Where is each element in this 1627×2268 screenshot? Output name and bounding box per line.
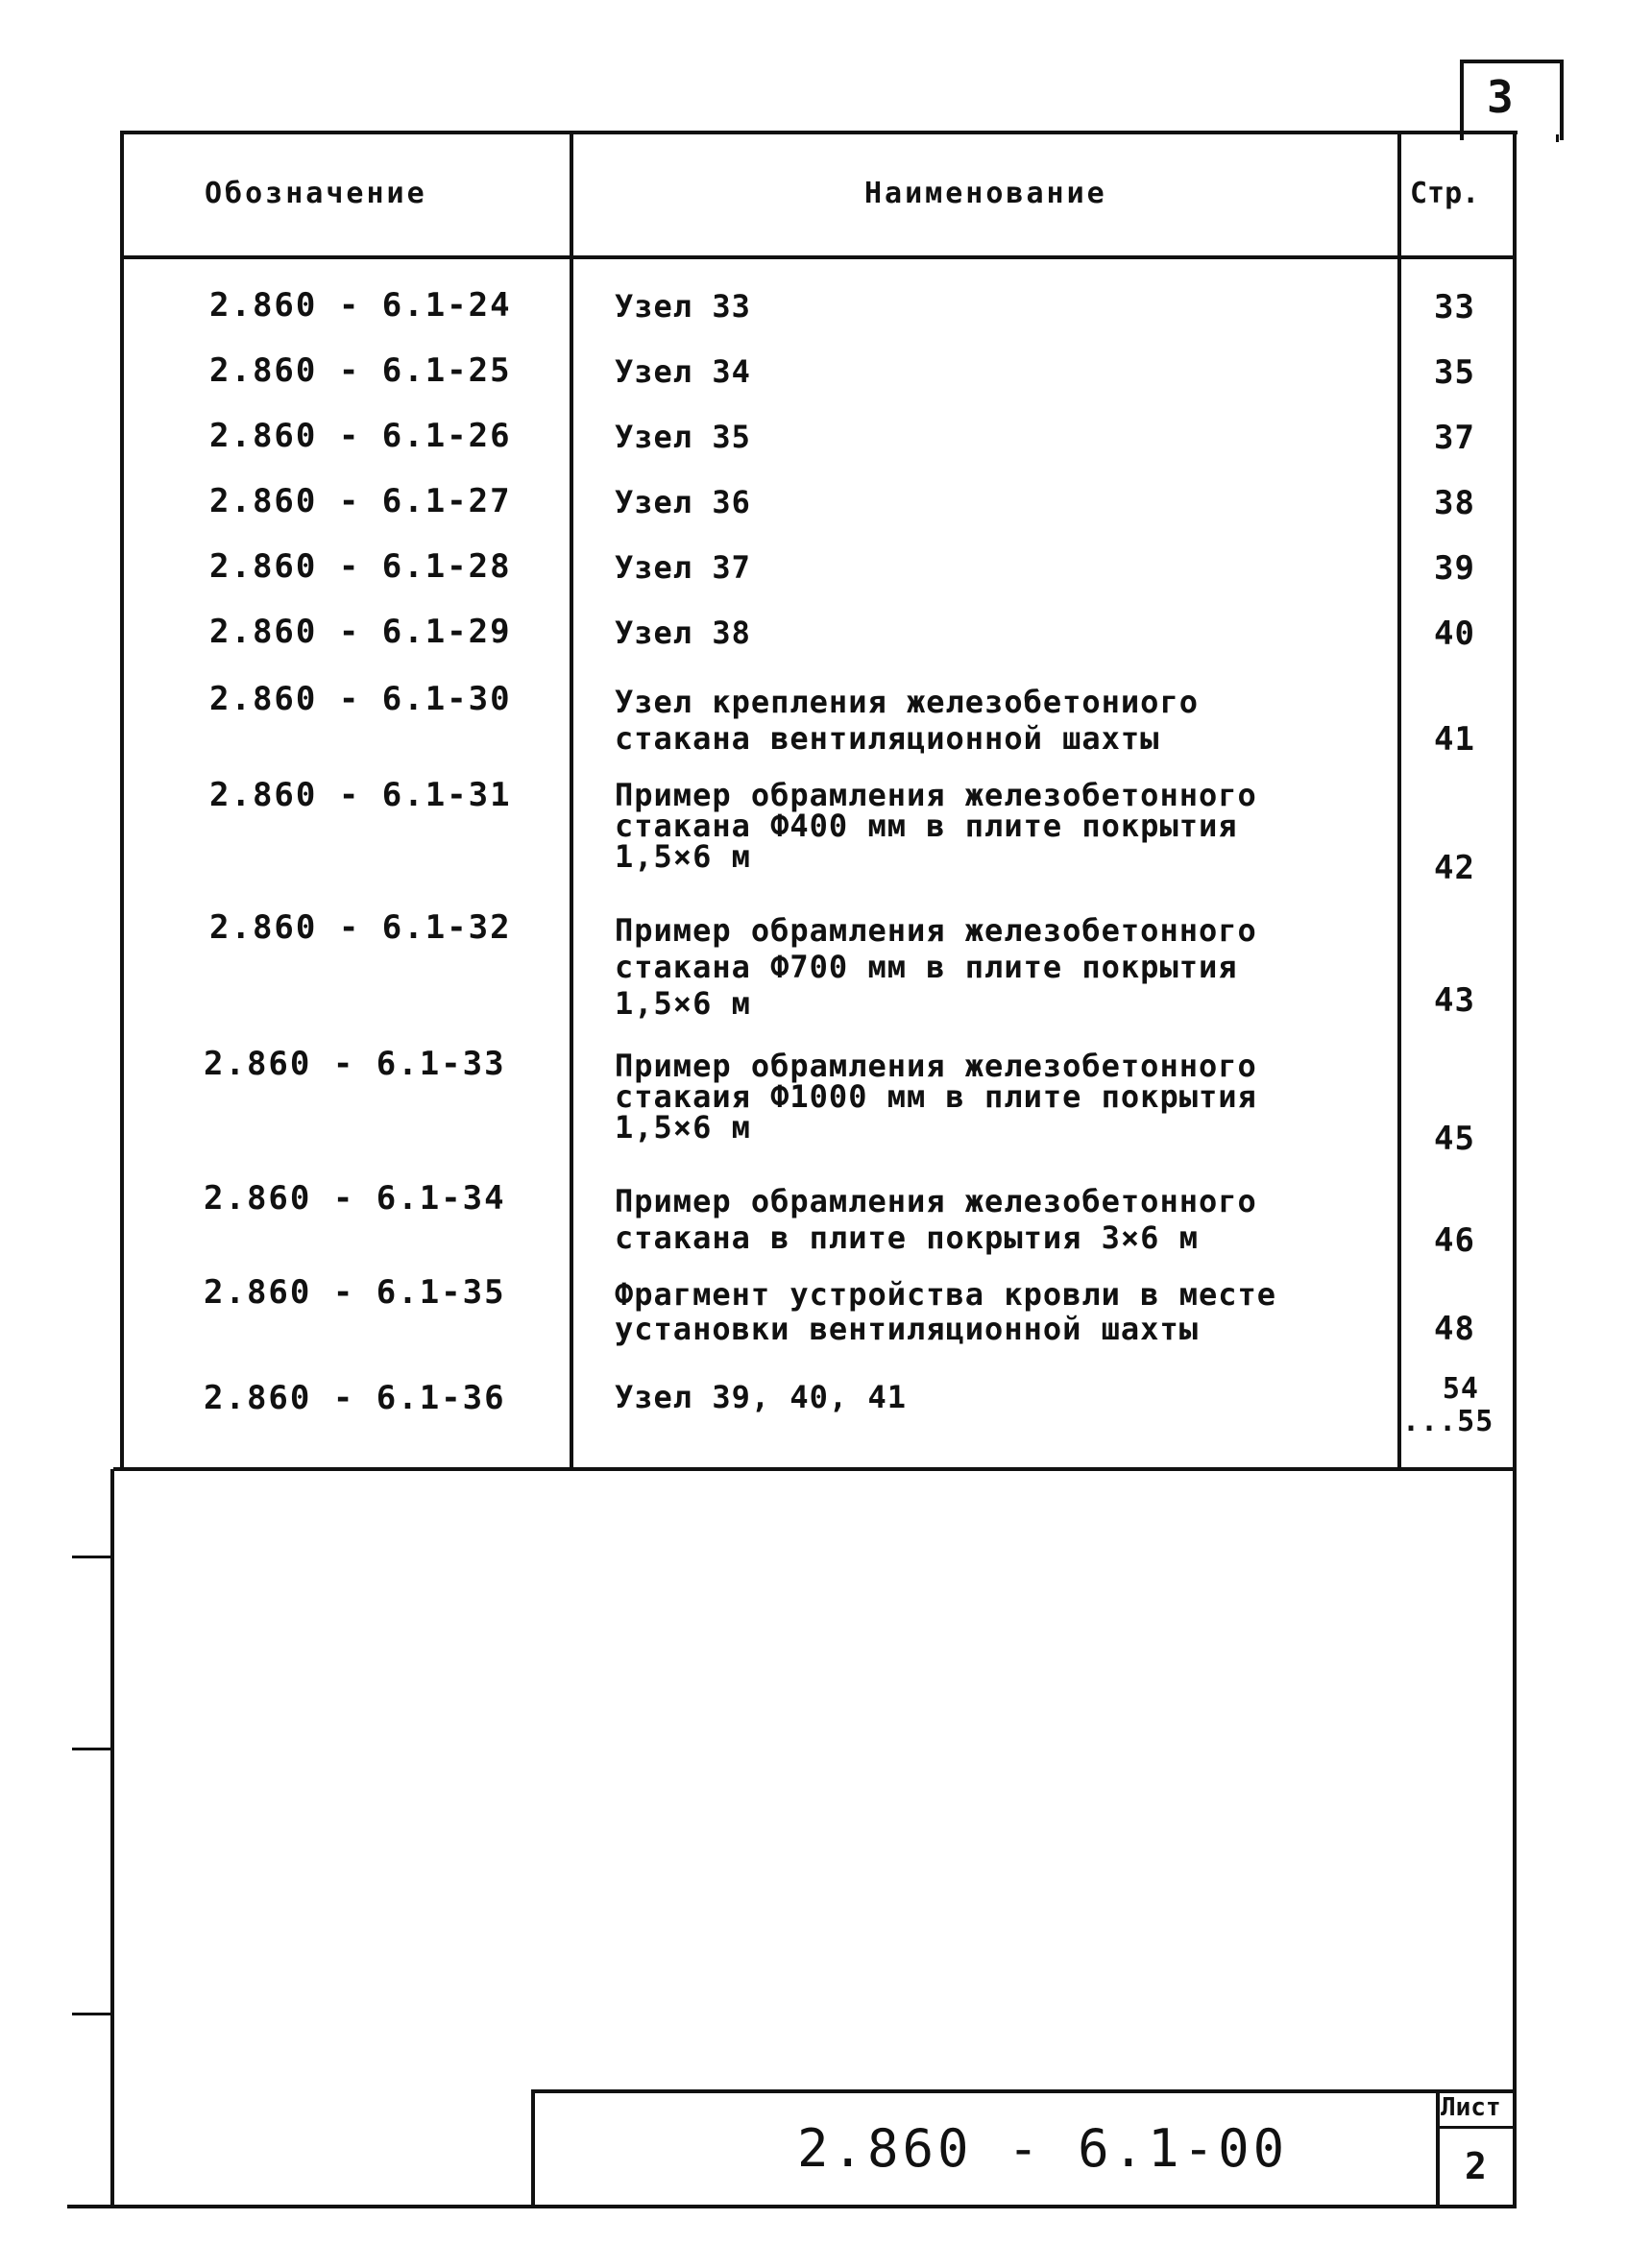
row-name: Узел 34 xyxy=(615,353,751,390)
sheet-corner-number: 3 xyxy=(1487,71,1515,123)
margin-tick-2 xyxy=(72,1748,114,1750)
row-page: 38 xyxy=(1434,484,1475,522)
row-code: 2.860 - 6.1-35 xyxy=(204,1273,506,1312)
row-name: Узел 36 xyxy=(615,484,751,520)
row-page: 40 xyxy=(1434,615,1475,653)
row-name: Узел крепления железобетониого стакана вентиляционной шахты xyxy=(615,684,1199,757)
row-code: 2.860 - 6.1-33 xyxy=(204,1045,506,1083)
row-name: Пример обрамления железобетонного стакана Ф400 мм в плите покрытия 1,5×6 м xyxy=(615,777,1257,875)
header-name: Наименование xyxy=(864,177,1107,210)
header-code: Обозначение xyxy=(205,177,427,210)
sheet-corner-tick xyxy=(1556,134,1559,142)
row-code: 2.860 - 6.1-34 xyxy=(204,1179,506,1218)
row-code: 2.860 - 6.1-32 xyxy=(209,908,512,947)
row-page: 39 xyxy=(1434,549,1475,588)
row-code: 2.860 - 6.1-29 xyxy=(209,613,512,651)
row-code: 2.860 - 6.1-31 xyxy=(209,776,512,814)
row-code: 2.860 - 6.1-28 xyxy=(209,547,512,586)
row-page: 45 xyxy=(1434,1120,1475,1158)
row-code: 2.860 - 6.1-30 xyxy=(209,680,512,718)
document-code: 2.860 - 6.1-00 xyxy=(797,2118,1289,2179)
row-page: 37 xyxy=(1434,419,1475,457)
title-block-left xyxy=(531,2089,535,2208)
row-page: 48 xyxy=(1434,1310,1475,1348)
row-name: Узел 38 xyxy=(615,615,751,651)
row-name: Пример обрамления железобетонного стакана в плите покрытия 3×6 м xyxy=(615,1183,1257,1256)
margin-tick-3 xyxy=(72,2013,114,2015)
frame-left-upper xyxy=(120,131,124,1471)
row-name: Пример обрамления железобетонного стакаия Ф1000 мм в плите покрытия 1,5×6 м xyxy=(615,1048,1257,1146)
row-page: 54 ...55 xyxy=(1402,1372,1494,1438)
column-divider-1 xyxy=(570,131,573,1470)
row-name: Пример обрамления железобетонного стакана Ф700 мм в плите покрытия 1,5×6 м xyxy=(615,912,1257,1022)
margin-tick-1 xyxy=(72,1556,114,1558)
title-block-sheet-divider xyxy=(1436,2089,1440,2208)
row-code: 2.860 - 6.1-36 xyxy=(204,1379,506,1417)
sheet-label: Лист xyxy=(1441,2093,1501,2122)
row-name: Фрагмент устройства кровли в месте установки вентиляционной шахты xyxy=(615,1276,1277,1347)
row-name: Узел 33 xyxy=(615,288,751,325)
row-code: 2.860 - 6.1-26 xyxy=(209,417,512,455)
row-page: 41 xyxy=(1434,720,1475,759)
row-page: 33 xyxy=(1434,288,1475,326)
row-code: 2.860 - 6.1-25 xyxy=(209,351,512,390)
row-name: Узел 35 xyxy=(615,419,751,455)
row-code: 2.860 - 6.1-27 xyxy=(209,482,512,520)
frame-right xyxy=(1513,131,1517,2208)
row-page: 35 xyxy=(1434,353,1475,392)
row-page: 42 xyxy=(1434,849,1475,887)
row-name: Узел 39, 40, 41 xyxy=(615,1379,907,1415)
row-code: 2.860 - 6.1-24 xyxy=(209,286,512,325)
table-header-divider xyxy=(120,255,1517,259)
row-page: 43 xyxy=(1434,981,1475,1020)
frame-top xyxy=(120,131,1518,134)
title-block-sheet-label-line xyxy=(1436,2126,1517,2129)
frame-bottom xyxy=(67,2205,1517,2208)
title-block-top xyxy=(531,2089,1517,2093)
sheet-number: 2 xyxy=(1465,2145,1488,2187)
frame-left-lower xyxy=(110,1469,114,2208)
column-divider-2 xyxy=(1397,131,1401,1470)
table-bottom-line xyxy=(113,1467,1517,1471)
row-page: 46 xyxy=(1434,1221,1475,1260)
row-name: Узел 37 xyxy=(615,549,751,586)
header-page: Стр. xyxy=(1410,177,1480,210)
